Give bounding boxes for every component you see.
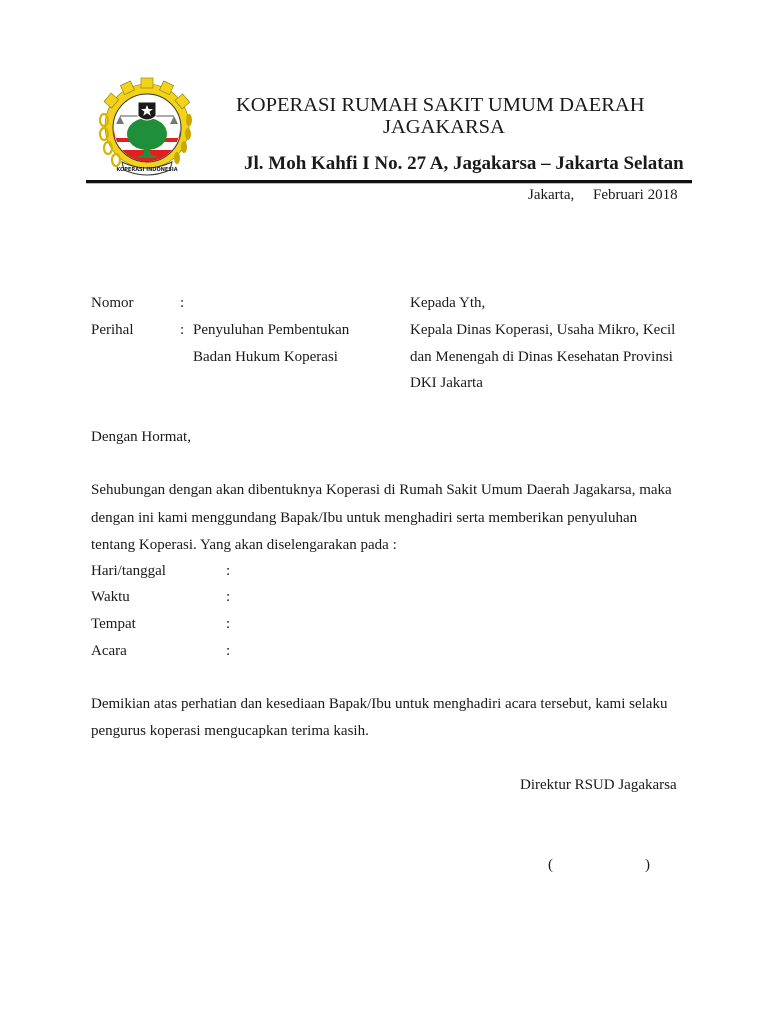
signature-open-paren: ( xyxy=(548,857,553,873)
org-address: Jl. Moh Kahfi I No. 27 A, Jagakarsa – Jakarta Selatan xyxy=(244,153,684,174)
org-name-line1: KOPERASI RUMAH SAKIT UMUM DAERAH xyxy=(236,94,645,116)
koperasi-indonesia-logo-icon xyxy=(92,76,202,180)
event-label-hari-tanggal: Hari/tanggal xyxy=(91,563,166,579)
signature-close-paren: ) xyxy=(645,857,650,873)
recipient-line2: Kepala Dinas Koperasi, Usaha Mikro, Kecil xyxy=(410,322,676,338)
header-divider-shadow xyxy=(86,183,692,184)
event-colon: : xyxy=(226,589,231,605)
recipient-line1: Kepada Yth, xyxy=(410,295,486,311)
event-colon: : xyxy=(226,616,231,632)
paragraph1-line3: tentang Koperasi. Yang akan diselengarakan pada : xyxy=(91,537,397,553)
paragraph1-line2: dengan ini kami menggundang Bapak/Ibu untuk menghadiri serta memberikan penyuluhan xyxy=(91,510,638,526)
event-label-tempat: Tempat xyxy=(91,616,136,632)
signature-title: Direktur RSUD Jagakarsa xyxy=(520,777,677,793)
paragraph1-line1: Sehubungan dengan akan dibentuknya Koperasi di Rumah Sakit Umum Daerah Jagakarsa, maka xyxy=(91,482,672,498)
date-value: Februari 2018 xyxy=(593,187,678,203)
nomor-label: Nomor xyxy=(91,295,134,311)
perihal-line2: Badan Hukum Koperasi xyxy=(193,349,338,365)
event-colon: : xyxy=(226,563,231,579)
event-colon: : xyxy=(226,643,231,659)
closing-line2: pengurus koperasi mengucapkan terima kasih. xyxy=(91,723,369,739)
event-label-acara: Acara xyxy=(91,643,127,659)
perihal-line1: Penyuluhan Pembentukan xyxy=(193,322,350,338)
closing-line1: Demikian atas perhatian dan kesediaan Bapak/Ibu untuk menghadiri acara tersebut, kami selaku xyxy=(91,696,668,712)
perihal-label: Perihal xyxy=(91,322,134,338)
recipient-line4: DKI Jakarta xyxy=(410,375,483,391)
svg-text:KOPERASI INDONESIA: KOPERASI INDONESIA xyxy=(116,167,178,173)
nomor-colon: : xyxy=(180,295,185,311)
event-label-waktu: Waktu xyxy=(91,589,130,605)
date-city: Jakarta, xyxy=(528,187,575,203)
org-name-line2: JAGAKARSA xyxy=(383,116,505,138)
recipient-line3: dan Menengah di Dinas Kesehatan Provinsi xyxy=(410,349,673,365)
perihal-colon: : xyxy=(180,322,185,338)
salutation: Dengan Hormat, xyxy=(91,429,191,445)
